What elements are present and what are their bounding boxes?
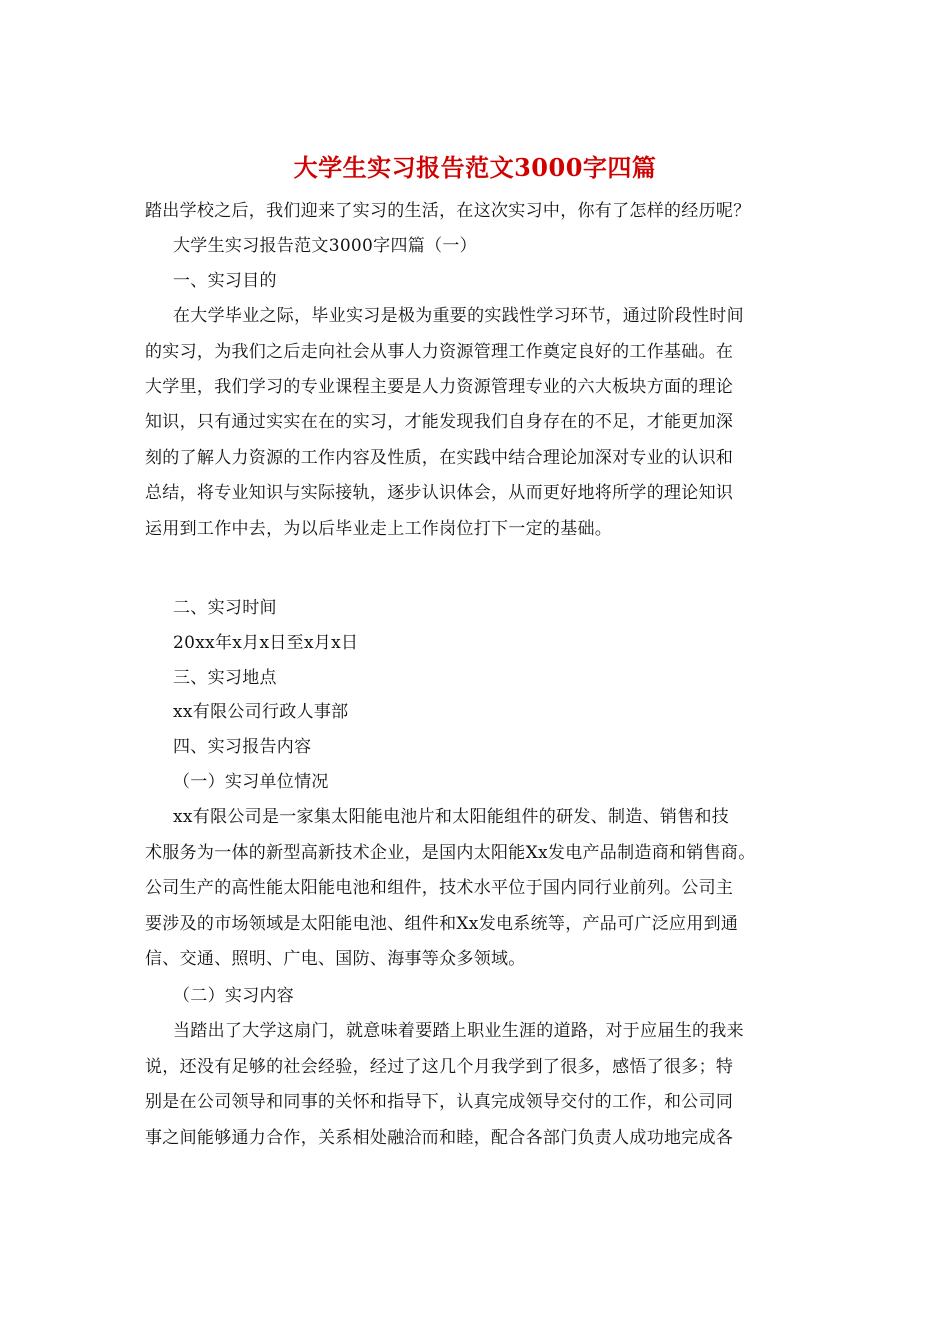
paragraph-line: 运用到工作中去，为以后毕业走上工作岗位打下一定的基础。 bbox=[145, 519, 613, 539]
paragraph-line: 踏出学校之后，我们迎来了实习的生活，在这次实习中，你有了怎样的经历呢？ bbox=[145, 201, 751, 221]
paragraph-line: 大学里，我们学习的专业课程主要是人力资源管理专业的六大板块方面的理论 bbox=[145, 377, 734, 397]
paragraph-line: 公司生产的高性能太阳能电池和组件，技术水平位于国内同行业前列。公司主 bbox=[145, 878, 734, 898]
document-title: 大学生实习报告范文3000字四篇 bbox=[293, 153, 657, 182]
paragraph-line: 事之间能够通力合作，关系相处融洽而和睦，配合各部门负责人成功地完成各 bbox=[145, 1128, 734, 1148]
paragraph-line: 的实习，为我们之后走向社会从事人力资源管理工作奠定良好的工作基础。在 bbox=[145, 342, 734, 362]
paragraph-line: 20xx年x月x日至x月x日 bbox=[173, 633, 359, 653]
section-heading: 大学生实习报告范文3000字四篇（一） bbox=[173, 236, 477, 256]
paragraph-line: 知识，只有通过实实在在的实习，才能发现我们自身存在的不足，才能更加深 bbox=[145, 412, 734, 432]
section-heading: 二、实习时间 bbox=[173, 598, 277, 618]
paragraph-line: 当踏出了大学这扇门，就意味着要踏上职业生涯的道路，对于应届生的我来 bbox=[173, 1021, 744, 1041]
paragraph-line: 总结，将专业知识与实际接轨，逐步认识体会，从而更好地将所学的理论知识 bbox=[145, 483, 734, 503]
subsection-heading: （一）实习单位情况 bbox=[173, 772, 329, 792]
paragraph-line: 说，还没有足够的社会经验，经过了这几个月我学到了很多，感悟了很多；特 bbox=[145, 1057, 734, 1077]
paragraph-line: 别是在公司领导和同事的关怀和指导下，认真完成领导交付的工作，和公司同 bbox=[145, 1092, 734, 1112]
paragraph-line: 在大学毕业之际，毕业实习是极为重要的实践性学习环节，通过阶段性时间 bbox=[173, 306, 744, 326]
section-heading: 三、实习地点 bbox=[173, 668, 277, 688]
subsection-heading: （二）实习内容 bbox=[173, 986, 295, 1006]
paragraph-line: 术服务为一体的新型高新技术企业，是国内太阳能Xx发电产品制造商和销售商。 bbox=[145, 843, 756, 863]
section-heading: 四、实习报告内容 bbox=[173, 737, 312, 757]
section-heading: 一、实习目的 bbox=[173, 271, 277, 291]
paragraph-line: xx有限公司行政人事部 bbox=[173, 702, 349, 722]
paragraph-line: 信、交通、照明、广电、国防、海事等众多领域。 bbox=[145, 949, 526, 969]
paragraph-line: xx有限公司是一家集太阳能电池片和太阳能组件的研发、制造、销售和技 bbox=[173, 807, 730, 827]
paragraph-line: 要涉及的市场领域是太阳能电池、组件和Xx发电系统等，产品可广泛应用到通 bbox=[145, 914, 739, 934]
paragraph-line: 刻的了解人力资源的工作内容及性质，在实践中结合理论加深对专业的认识和 bbox=[145, 448, 734, 468]
